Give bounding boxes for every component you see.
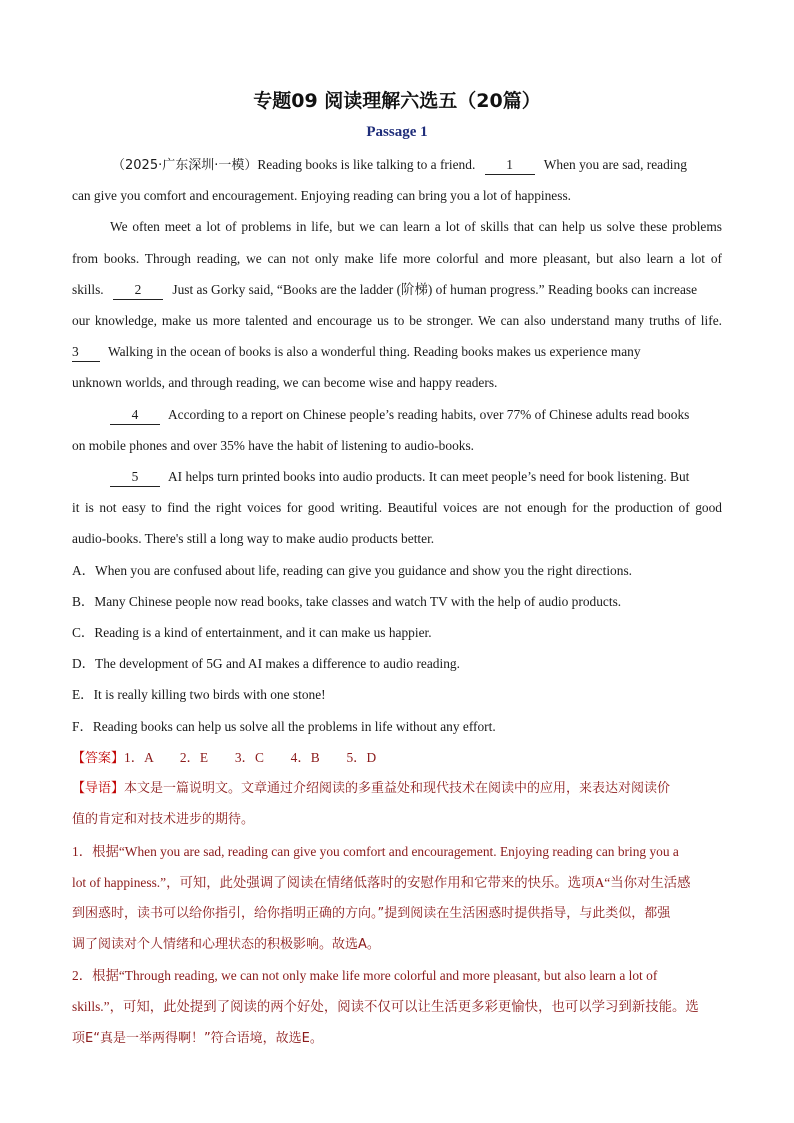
- passage-title: Passage 1: [366, 124, 428, 140]
- blank-1[interactable]: 1: [485, 156, 535, 175]
- answer-line: [72, 749, 722, 768]
- explanation-1-line-3: 到困惑时，读书可以给你指引，给你指明正确的方向。”提到阅读在生活困惑时提供指导，与此类似，都强: [72, 906, 671, 921]
- explanation-2-line-3: 项E“真是一举两得啊！”符合语境，故选E。: [72, 1031, 323, 1046]
- answer-text: 1．A 2．E 3．C 4．B 5．D: [124, 750, 377, 765]
- p3-text: According to a report on Chinese people’s reading habits, over 77% of Chinese adults read books: [168, 407, 690, 422]
- option-a: A．When you are confused about life, reading can give you guidance and show you the right directions.: [72, 563, 633, 578]
- p1-text: Reading books is like talking to a friend.: [257, 157, 476, 172]
- paragraph-4-line-3: audio-books. There's still a long way to make audio products better.: [72, 531, 435, 546]
- paragraph-1-line-1: [112, 156, 722, 175]
- guide-tag: 【导语】: [72, 781, 125, 796]
- paragraph-3-line-2: on mobile phones and over 35% have the habit of listening to audio-books.: [72, 438, 475, 453]
- paragraph-2-line-4: our knowledge, make us more talented and encourage us to be stronger. We can also understand many truths of life.: [72, 313, 722, 328]
- guide-text: 本文是一篇说明文。文章通过介绍阅读的多重益处和现代技术在阅读中的应用，来表达对阅读价: [124, 781, 671, 796]
- p2-skills: skills.: [72, 282, 104, 297]
- option-b: B．Many Chinese people now read books, take classes and watch TV with the help of audio products.: [72, 594, 622, 609]
- guide-line-1: [72, 780, 722, 798]
- blank-3[interactable]: 3: [72, 343, 100, 362]
- option-e: E．It is really killing two birds with one stone!: [72, 687, 326, 702]
- blank-2[interactable]: 2: [113, 281, 163, 300]
- guide-line-2: 值的肯定和对技术进步的期待。: [72, 812, 255, 827]
- paragraph-2-line-1: We often meet a lot of problems in life, but we can learn a lot of skills that can help us solve these problems: [110, 219, 722, 234]
- paragraph-3-line-1: [110, 406, 722, 425]
- option-f: F．Reading books can help us solve all the problems in life without any effort.: [72, 719, 496, 734]
- paragraph-1-line-2: can give you comfort and encouragement. Enjoying reading can bring you a lot of happiness.: [72, 188, 572, 203]
- explanation-1-line-2: lot of happiness.”，可知，此处强调了阅读在情绪低落时的安慰作用和它带来的快乐。选项A“当你对生活感: [72, 875, 691, 890]
- paragraph-4-line-2: it is not easy to find the right voices for good writing. Beautiful voices are not enough for the production of good: [72, 500, 722, 515]
- explanation-1-line-4: 调了阅读对个人情绪和心理状态的积极影响。故选A。: [72, 937, 380, 952]
- explanation-2-line-1: 2．根据“Through reading, we can not only make life more colorful and more pleasant, but also learn a lot of: [72, 968, 658, 983]
- explanation-1-line-1: 1．根据“When you are sad, reading can give you comfort and encouragement. Enjoying reading can bring you a: [72, 844, 679, 859]
- blank-4[interactable]: 4: [110, 406, 160, 425]
- p2-walking: Walking in the ocean of books is also a wonderful thing. Reading books makes us experience many: [108, 344, 641, 359]
- p1-tail: When you are sad, reading: [543, 157, 687, 172]
- p2-gorky: Just as Gorky said, “Books are the ladder (阶梯) of human progress.” Reading books can increase: [172, 282, 698, 297]
- document-title: 专题09 阅读理解六选五（20篇）: [253, 90, 541, 112]
- paragraph-2-line-2: from books. Through reading, we can not only make life more colorful and more pleasant, but also learn a lot of: [72, 251, 722, 266]
- option-d: D．The development of 5G and AI makes a difference to audio reading.: [72, 656, 460, 671]
- paragraph-2-line-5: [72, 343, 722, 362]
- source-label: （2025·广东深圳·一模）: [112, 158, 258, 173]
- blank-5[interactable]: 5: [110, 468, 160, 487]
- answer-tag: 【答案】: [72, 751, 125, 766]
- explanation-2-line-2: skills.”，可知，此处提到了阅读的两个好处，阅读不仅可以让生活更多彩更愉快，也可以学习到新技能。选: [72, 999, 699, 1014]
- p4-text: AI helps turn printed books into audio products. It can meet people’s need for book listening. But: [168, 469, 690, 484]
- paragraph-2-line-6: unknown worlds, and through reading, we can become wise and happy readers.: [72, 375, 498, 390]
- paragraph-2-line-3: [72, 281, 722, 300]
- option-c: C．Reading is a kind of entertainment, and it can make us happier.: [72, 625, 432, 640]
- paragraph-4-line-1: [110, 468, 722, 487]
